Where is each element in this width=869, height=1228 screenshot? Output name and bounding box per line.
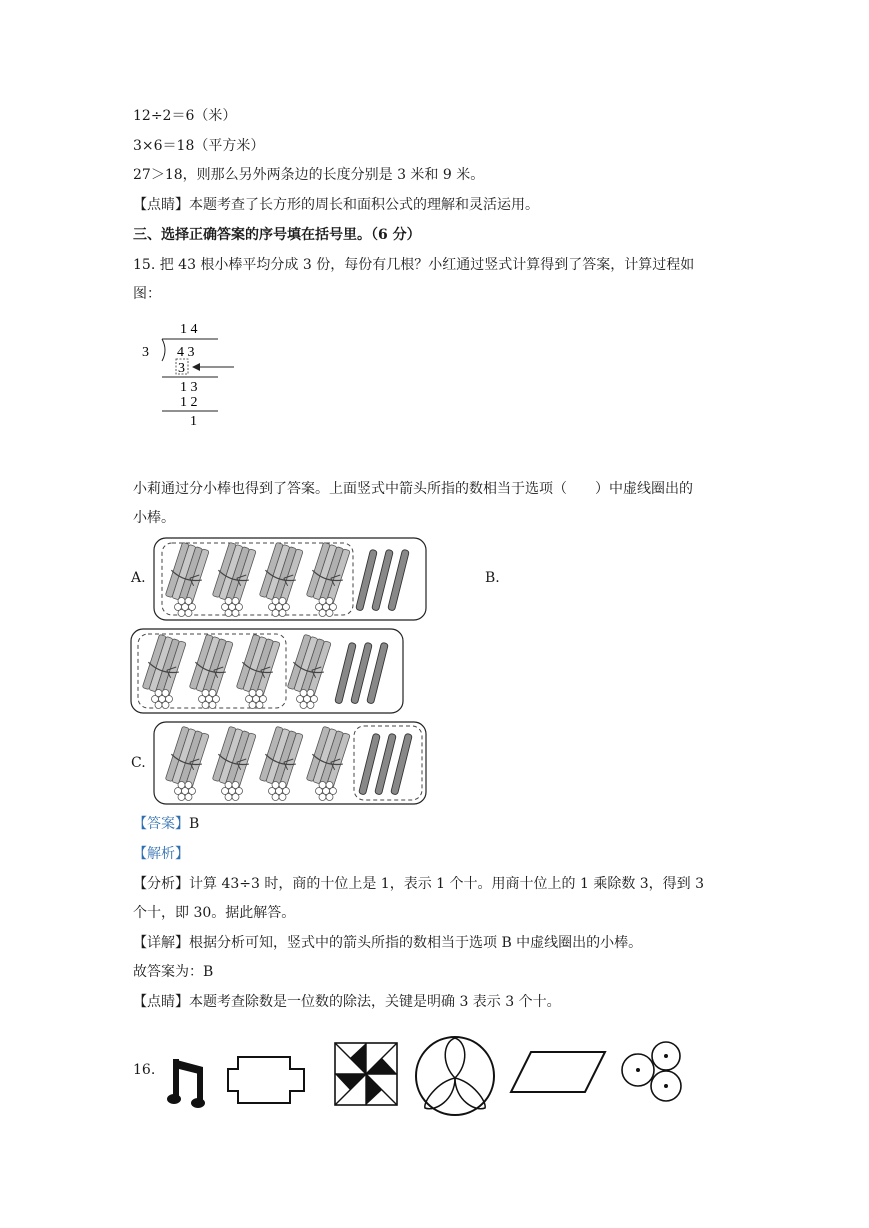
question-15-line-2: 图： <box>133 286 161 302</box>
solution-line-1: 12÷2＝6（米） <box>133 108 237 124</box>
xiangjie-tag: 【详解】 <box>133 935 189 951</box>
answer-line <box>133 815 199 833</box>
final-answer-line: 故答案为：B <box>133 964 214 980</box>
circle-petals-shape <box>413 1034 497 1118</box>
dianjing-text-2: 本题考查除数是一位数的除法，关键是明确 3 表示 3 个十。 <box>189 994 561 1010</box>
option-b-label: B. <box>485 570 500 586</box>
pinwheel-shape <box>333 1041 399 1107</box>
div-step3: 1 2 <box>180 395 198 410</box>
div-remainder: 1 <box>190 414 197 429</box>
question-15-line-1: 15. 把 43 根小棒平均分成 3 份，每份有几根？小红通过竖式计算得到了答案，计算过程如 <box>133 257 695 273</box>
div-step1: 3 <box>178 361 185 376</box>
solution-line-2: 3×6＝18（平方米） <box>133 138 265 154</box>
div-quotient: 1 4 <box>180 322 198 337</box>
section-3-heading: 三、选择正确答案的序号填在括号里。（6 分） <box>133 227 421 243</box>
dianjing-text: 本题考查了长方形的周长和面积公式的理解和灵活运用。 <box>189 197 539 213</box>
option-a-sticks-picture[interactable] <box>153 537 427 621</box>
xiangjie-text: 根据分析可知，竖式中的箭头所指的数相当于选项 B 中虚线圈出的小棒。 <box>189 935 643 951</box>
dianjing-line-1 <box>133 196 539 214</box>
div-divisor: 3 <box>142 345 149 360</box>
option-c-label: C. <box>131 755 146 771</box>
div-step2: 1 3 <box>180 380 198 395</box>
dianjing-tag-2: 【点睛】 <box>133 994 189 1010</box>
analysis-tag: 【解析】 <box>133 846 189 862</box>
question-15-line-3: 小莉通过分小棒也得到了答案。上面竖式中箭头所指的数相当于选项（ ）中虚线圈出的 <box>133 481 693 497</box>
dianjing-tag: 【点睛】 <box>133 197 189 213</box>
solution-line-3: 27＞18，则那么另外两条边的长度分别是 3 米和 9 米。 <box>133 167 485 183</box>
fenxi-line-2: 个十，即 30。据此解答。 <box>133 905 296 921</box>
three-circles-shape <box>620 1040 686 1106</box>
answer-tag: 【答案】 <box>133 816 189 832</box>
question-15-line-4: 小棒。 <box>133 510 175 526</box>
div-dividend: 4 3 <box>177 345 195 360</box>
option-a-label: A. <box>131 570 146 586</box>
answer-value: B <box>189 816 200 832</box>
cross-rectangle-shape <box>226 1055 308 1107</box>
option-b-sticks-picture[interactable] <box>130 628 404 714</box>
question-16-label: 16. <box>133 1062 156 1078</box>
fenxi-text-1: 计算 43÷3 时，商的十位上是 1，表示 1 个十。用商十位上的 1 乘除数 3，得到 3 <box>189 876 705 892</box>
dianjing-line-2 <box>133 993 561 1011</box>
parallelogram-shape <box>509 1050 607 1094</box>
fenxi-tag: 【分析】 <box>133 876 189 892</box>
option-c-sticks-picture[interactable] <box>153 721 427 805</box>
music-note-shape <box>165 1053 215 1113</box>
fenxi-line-1 <box>133 875 704 893</box>
long-division-figure <box>138 318 248 433</box>
xiangjie-line <box>133 934 642 952</box>
